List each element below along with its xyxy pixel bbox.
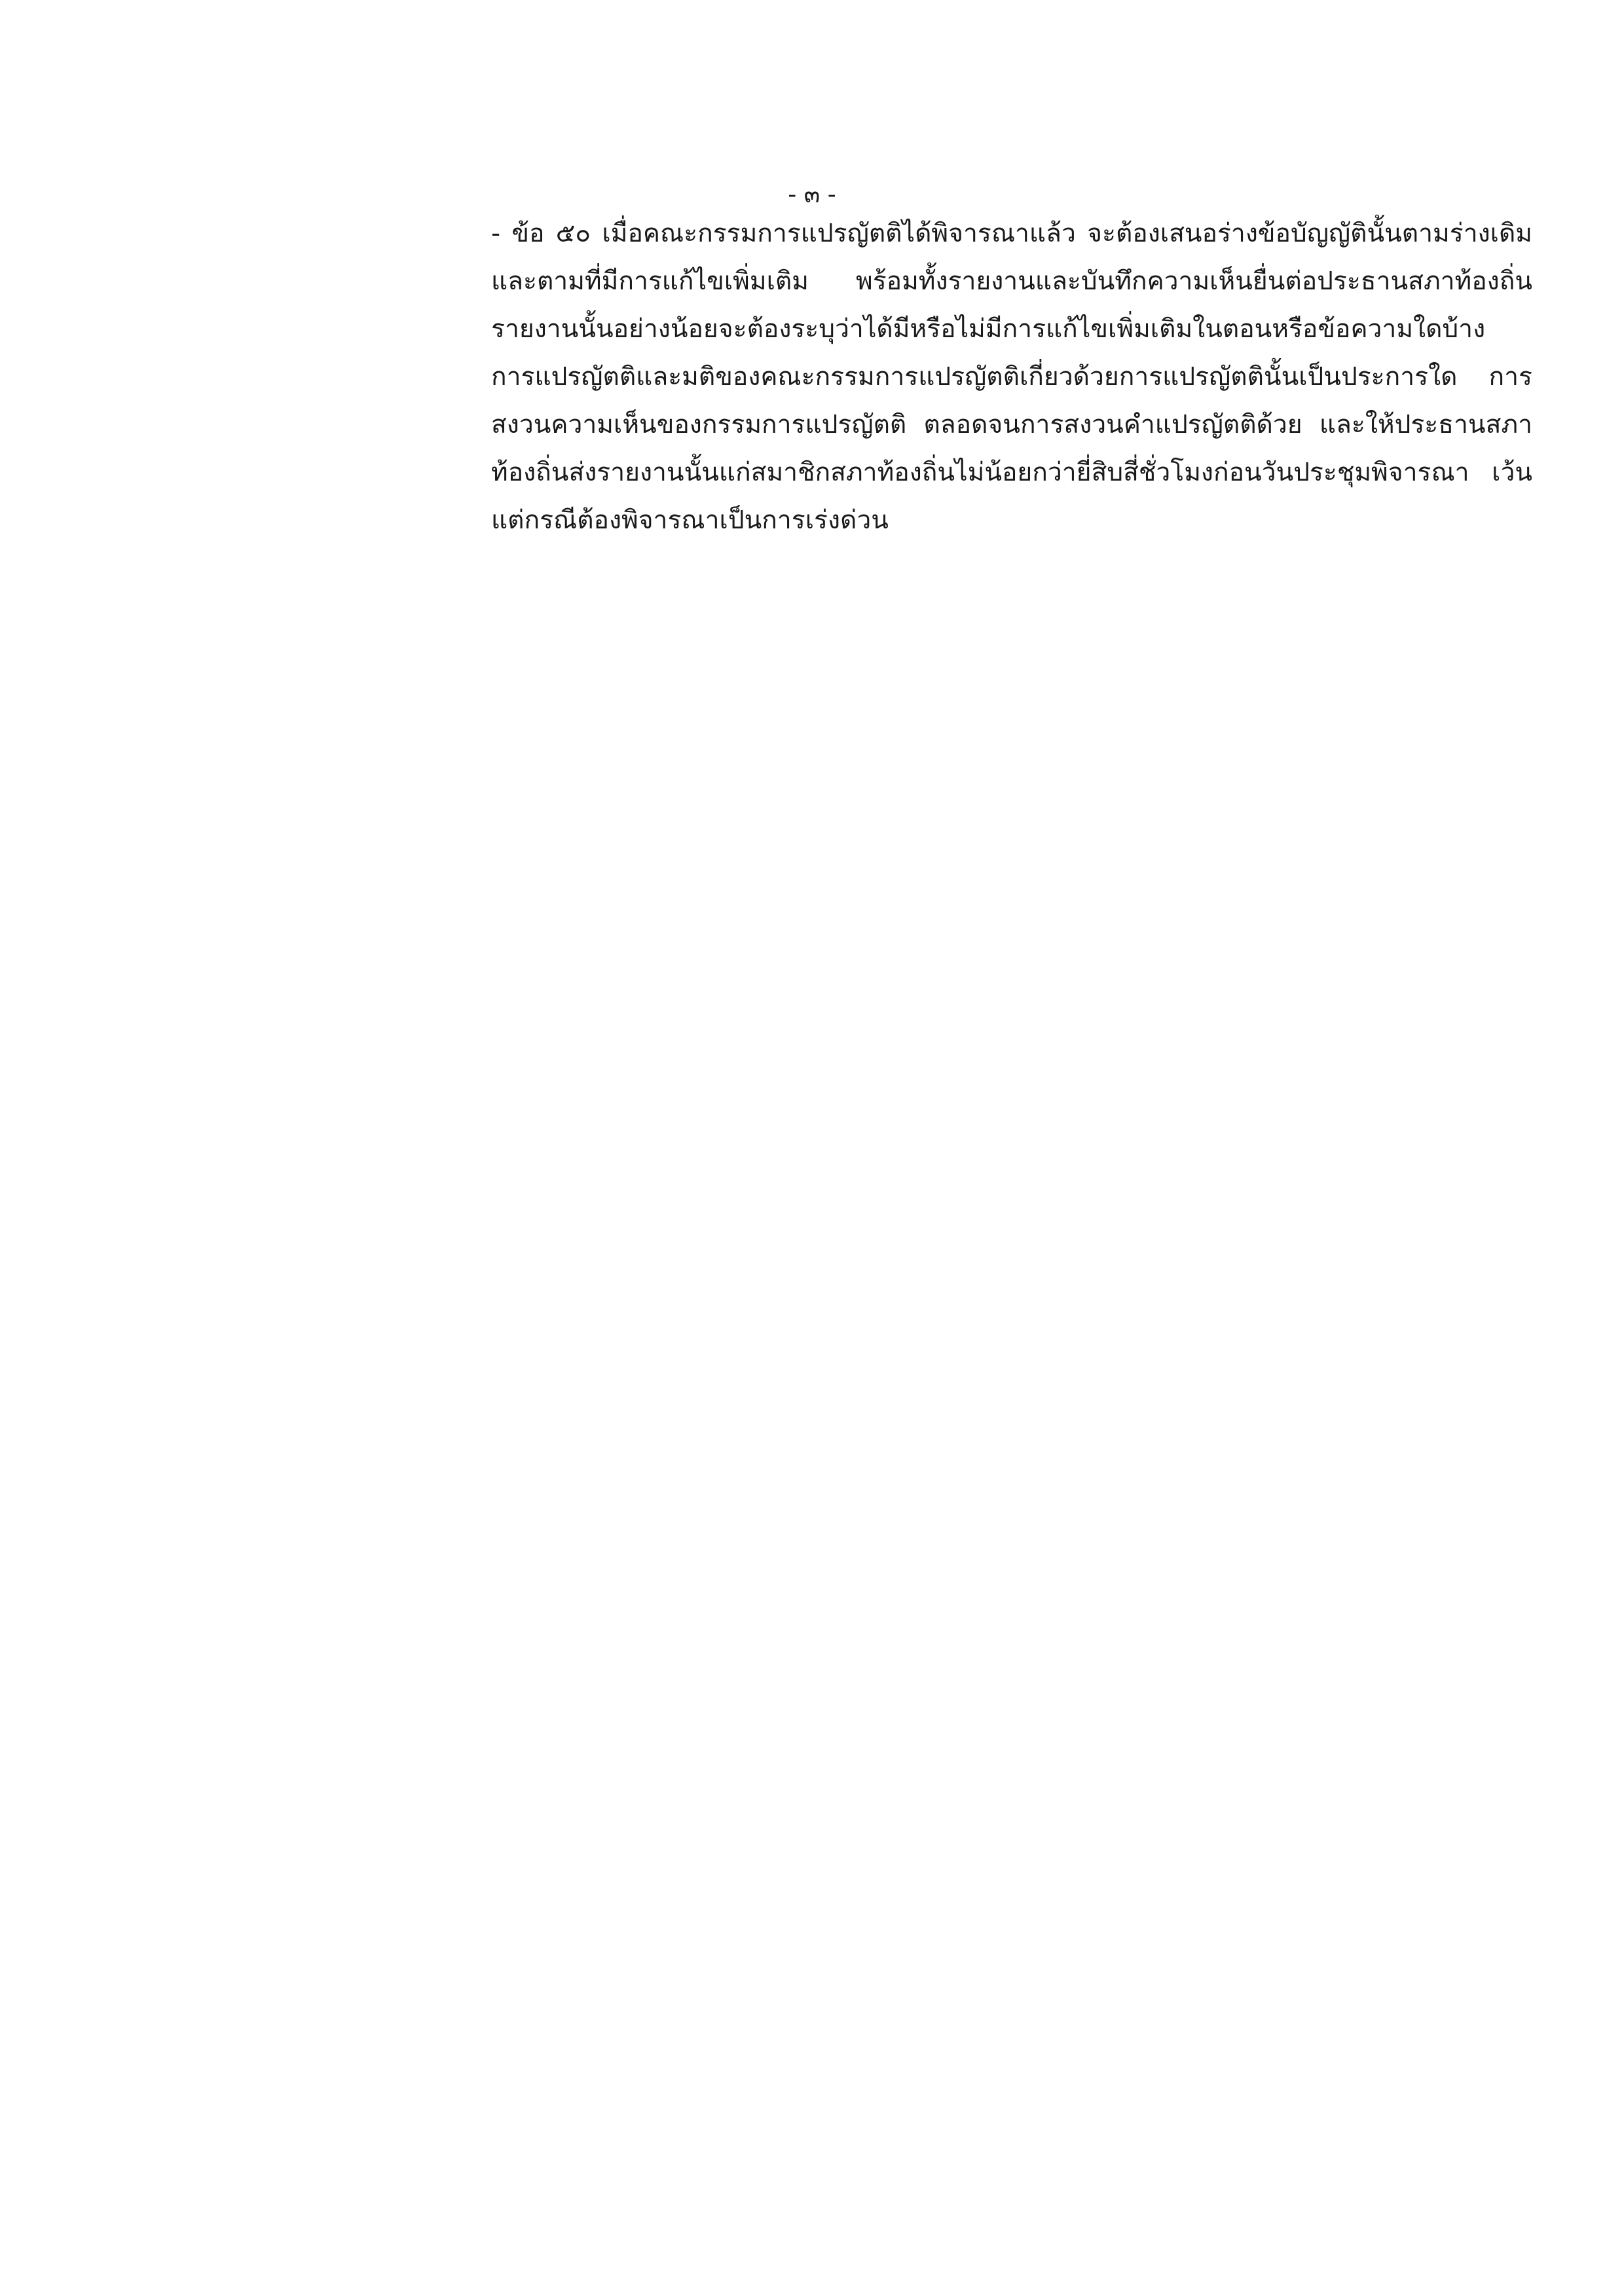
minutes-entry bbox=[196, 210, 1532, 544]
entry-text: - ข้อ ๕๐ เมื่อคณะกรรมการแปรญัตติได้พิจารณาแล้ว จะต้องเสนอร่างข้อบัญญัตินั้นตามร่างเดิมและตามที่มีการแก้ไขเพิ่มเติม พร้อมทั้งรายงานและบันทึกความเห็นยื่นต่อประธานสภาท้องถิ่น รายงานนั้นอย่างน้อยจะต้องระบุว่าได้มีหรือไม่มีการแก้ไขเพิ่มเติมในตอนหรือข้อความใดบ้าง การแปรญัตติและมติของคณะกรรมการแปรญัตติเกี่ยวด้วยการแปรญัตตินั้นเป็นประการใด การสงวนความเห็นของกรรมการแปรญัตติ ตลอดจนการสงวนคำแปรญัตติด้วย และให้ประธานสภาท้องถิ่นส่งรายงานนั้นแก่สมาชิกสภาท้องถิ่นไม่น้อยกว่ายี่สิบสี่ชั่วโมงก่อนวันประชุมพิจารณา เว้นแต่กรณีต้องพิจารณาเป็นการเร่งด่วน bbox=[491, 219, 1532, 535]
page-number: - ๓ - bbox=[788, 181, 836, 208]
speaker bbox=[196, 210, 491, 544]
minutes-content bbox=[196, 210, 1532, 544]
